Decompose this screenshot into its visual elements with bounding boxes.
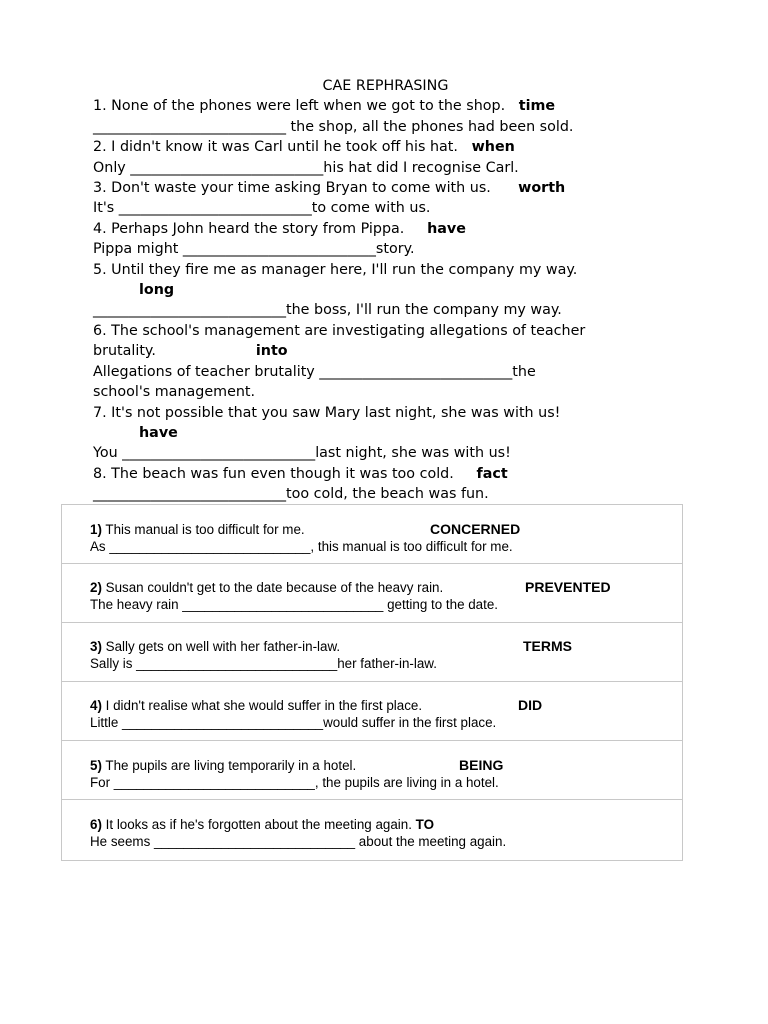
question-text xyxy=(90,522,305,537)
keyword: into xyxy=(255,343,288,360)
answer-6: Allegations of teacher brutality ___________________________the xyxy=(93,363,536,380)
table-row xyxy=(62,622,682,682)
question-text xyxy=(90,698,422,713)
keyword: BEING xyxy=(459,757,504,773)
question-1 xyxy=(93,96,693,116)
answer-7: You ___________________________last night, she was with us! xyxy=(93,445,511,462)
question-text: 2. I didn't know it was Carl until he took off his hat. xyxy=(93,139,458,156)
question-number: 3) xyxy=(90,639,102,654)
table-row xyxy=(62,740,682,800)
question-sentence: The pupils are living temporarily in a hotel. xyxy=(105,758,357,773)
answer-1: ___________________________ the shop, all the phones had been sold. xyxy=(93,118,574,135)
exercise-part-1 xyxy=(93,76,693,505)
question-sentence: This manual is too difficult for me. xyxy=(105,522,305,537)
answer-line: For ___________________________, the pupils are living in a hotel. xyxy=(90,775,499,790)
keyword: worth xyxy=(518,180,566,197)
keyword: have xyxy=(139,424,178,441)
answer-8: ___________________________too cold, the beach was fun. xyxy=(93,486,489,503)
question-sentence: Sally gets on well with her father-in-law. xyxy=(105,639,341,654)
question-2 xyxy=(93,137,693,157)
table-row xyxy=(62,681,682,741)
answer-3: It's ___________________________to come with us. xyxy=(93,200,431,217)
question-text xyxy=(90,639,340,654)
question-sentence: I didn't realise what she would suffer in the first place. xyxy=(105,698,423,713)
question-text: 4. Perhaps John heard the story from Pippa. xyxy=(93,220,405,237)
keyword: have xyxy=(427,220,466,237)
table-row xyxy=(62,563,682,623)
question-number: 5) xyxy=(90,758,102,773)
question-6-cont xyxy=(93,341,693,361)
question-text xyxy=(90,758,356,773)
keyword: TO xyxy=(415,817,435,832)
keyword: PREVENTED xyxy=(525,579,611,595)
question-text: 3. Don't waste your time asking Bryan to come with us. xyxy=(93,180,491,197)
question-3 xyxy=(93,178,693,198)
question-4 xyxy=(93,219,693,239)
question-number: 2) xyxy=(90,580,102,595)
keyword: fact xyxy=(476,465,508,482)
answer-line: The heavy rain ___________________________ getting to the date. xyxy=(90,597,499,612)
exercise-part-2-table xyxy=(61,504,683,861)
keyword: when xyxy=(471,139,515,156)
page-title: CAE REPHRASING xyxy=(322,78,449,94)
question-text: 8. The beach was fun even though it was too cold. xyxy=(93,465,454,482)
question-number: 6) xyxy=(90,817,102,832)
answer-6-cont: school's management. xyxy=(93,384,256,401)
keyword: TERMS xyxy=(523,638,572,654)
keyword: long xyxy=(139,282,175,299)
question-7: 7. It's not possible that you saw Mary last night, she was with us! xyxy=(93,404,561,421)
keyword: DID xyxy=(518,697,543,713)
answer-line: As ___________________________, this manual is too difficult for me. xyxy=(90,539,513,554)
question-6: 6. The school's management are investigating allegations of teacher xyxy=(93,322,586,339)
answer-line: Little ___________________________would suffer in the first place. xyxy=(90,715,497,730)
question-number: 1) xyxy=(90,522,102,537)
answer-2: Only ___________________________his hat did I recognise Carl. xyxy=(93,159,519,176)
question-text xyxy=(90,580,443,595)
answer-5: ___________________________the boss, I'll run the company my way. xyxy=(93,302,562,319)
question-text: brutality. xyxy=(93,343,156,360)
table-row xyxy=(62,799,682,860)
question-sentence: Susan couldn't get to the date because of the heavy rain. xyxy=(105,580,444,595)
question-sentence: It looks as if he's forgotten about the meeting again. xyxy=(105,817,412,832)
answer-line: Sally is ___________________________her father-in-law. xyxy=(90,656,437,671)
question-text xyxy=(90,817,434,832)
answer-4: Pippa might ___________________________story. xyxy=(93,241,415,258)
question-number: 4) xyxy=(90,698,102,713)
question-5: 5. Until they fire me as manager here, I'll run the company my way. xyxy=(93,261,578,278)
answer-line: He seems ___________________________ about the meeting again. xyxy=(90,834,507,849)
question-8 xyxy=(93,464,693,484)
keyword: CONCERNED xyxy=(430,521,521,537)
question-text: 1. None of the phones were left when we got to the shop. xyxy=(93,98,506,115)
table-row xyxy=(62,504,682,564)
keyword: time xyxy=(518,98,556,115)
